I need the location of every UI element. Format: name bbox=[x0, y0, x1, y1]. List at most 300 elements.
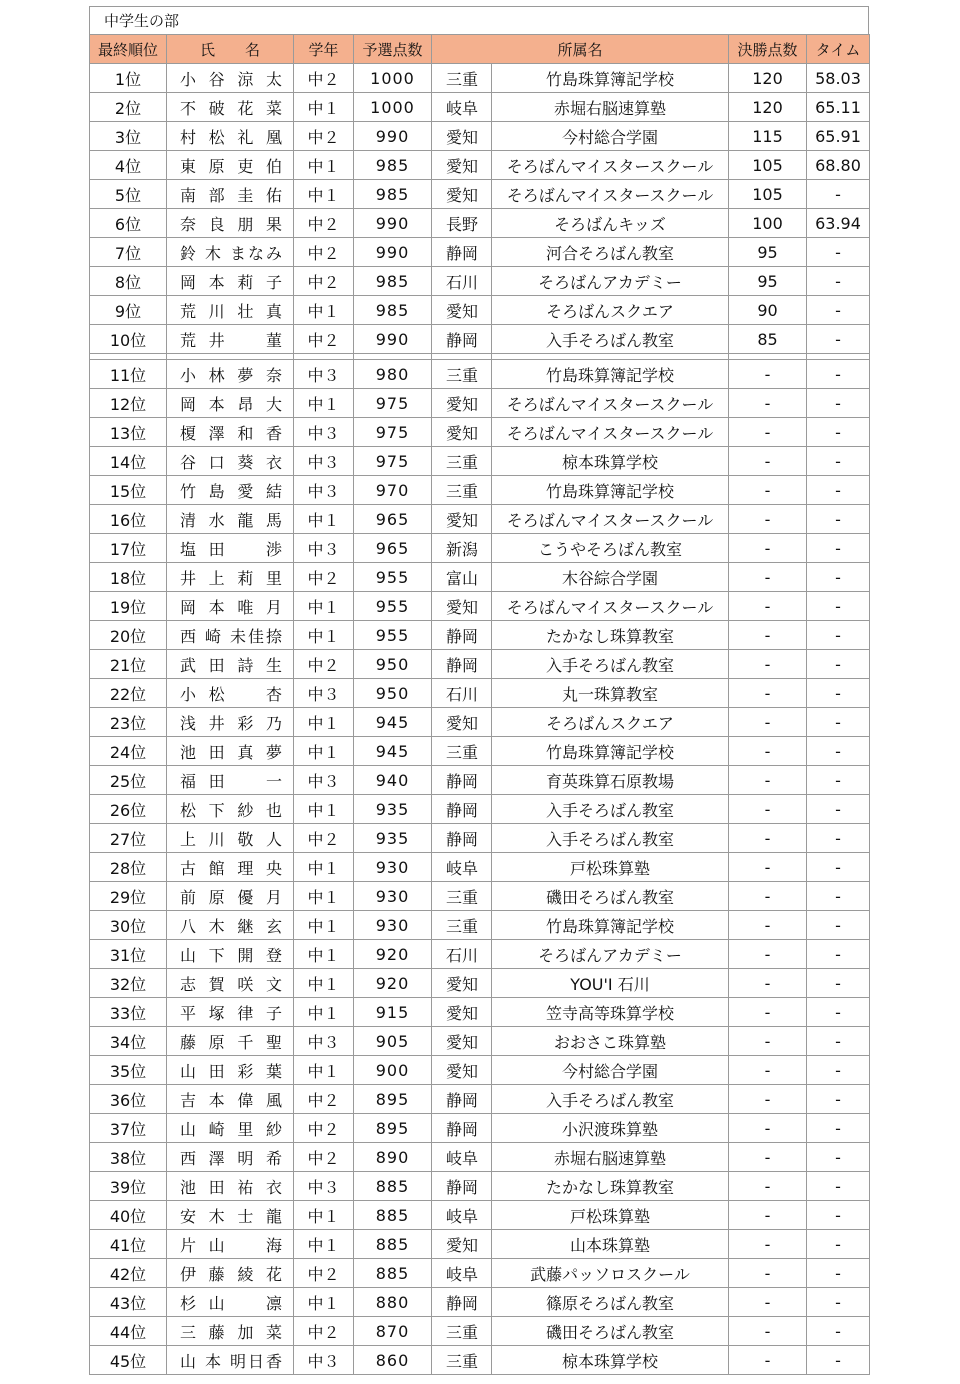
cell-prelim: 985 bbox=[354, 296, 432, 325]
cell-final: 100 bbox=[729, 209, 807, 238]
cell-rank: 43位 bbox=[90, 1288, 167, 1317]
cell-rank: 36位 bbox=[90, 1085, 167, 1114]
cell-prefecture: 静岡 bbox=[432, 325, 492, 354]
cell-rank: 11位 bbox=[90, 360, 167, 389]
cell-final: - bbox=[729, 650, 807, 679]
cell-rank: 41位 bbox=[90, 1230, 167, 1259]
cell-name: 吉 本 偉 風 bbox=[167, 1085, 294, 1114]
cell-school: 赤堀右脳速算塾 bbox=[492, 93, 729, 122]
cell-prefecture: 静岡 bbox=[432, 795, 492, 824]
cell-name: 古 館 理 央 bbox=[167, 853, 294, 882]
cell-prefecture: 岐阜 bbox=[432, 93, 492, 122]
cell-prelim: 1000 bbox=[354, 64, 432, 93]
cell-school: 笠寺高等珠算学校 bbox=[492, 998, 729, 1027]
cell-time: - bbox=[807, 998, 870, 1027]
cell-school: 丸一珠算教室 bbox=[492, 679, 729, 708]
cell-grade: 中１ bbox=[294, 708, 354, 737]
cell-grade: 中１ bbox=[294, 1288, 354, 1317]
cell-prelim: 965 bbox=[354, 534, 432, 563]
cell-prelim: 965 bbox=[354, 505, 432, 534]
cell-name: 榎 澤 和 香 bbox=[167, 418, 294, 447]
table-row bbox=[90, 151, 870, 180]
cell-grade: 中１ bbox=[294, 969, 354, 998]
cell-grade: 中１ bbox=[294, 296, 354, 325]
cell-name: 山 下 開 登 bbox=[167, 940, 294, 969]
cell-rank: 8位 bbox=[90, 267, 167, 296]
division-title: 中学生の部 bbox=[89, 6, 869, 34]
cell-prelim: 890 bbox=[354, 1143, 432, 1172]
cell-grade: 中１ bbox=[294, 998, 354, 1027]
cell-name: 奈 良 朋 果 bbox=[167, 209, 294, 238]
cell-rank: 13位 bbox=[90, 418, 167, 447]
cell-final: - bbox=[729, 766, 807, 795]
table-row bbox=[90, 1114, 870, 1143]
cell-school: そろばんスクエア bbox=[492, 708, 729, 737]
header-time: タイム bbox=[807, 35, 870, 64]
cell-prelim: 955 bbox=[354, 563, 432, 592]
cell-time: - bbox=[807, 853, 870, 882]
cell-final: - bbox=[729, 1143, 807, 1172]
cell-grade: 中３ bbox=[294, 418, 354, 447]
table-row bbox=[90, 882, 870, 911]
cell-school: 竹島珠算簿記学校 bbox=[492, 911, 729, 940]
cell-time: - bbox=[807, 1346, 870, 1375]
cell-prefecture: 静岡 bbox=[432, 1114, 492, 1143]
cell-final: - bbox=[729, 1056, 807, 1085]
cell-prefecture: 静岡 bbox=[432, 650, 492, 679]
cell-prefecture: 静岡 bbox=[432, 621, 492, 650]
cell-name: 荒 井 菫 bbox=[167, 325, 294, 354]
cell-school: 竹島珠算簿記学校 bbox=[492, 64, 729, 93]
cell-grade: 中１ bbox=[294, 882, 354, 911]
cell-prelim: 920 bbox=[354, 969, 432, 998]
cell-grade: 中１ bbox=[294, 911, 354, 940]
cell-final: 115 bbox=[729, 122, 807, 151]
cell-prefecture: 静岡 bbox=[432, 824, 492, 853]
cell-rank: 22位 bbox=[90, 679, 167, 708]
cell-prelim: 935 bbox=[354, 824, 432, 853]
cell-prefecture: 静岡 bbox=[432, 1172, 492, 1201]
cell-grade: 中１ bbox=[294, 151, 354, 180]
cell-prefecture: 愛知 bbox=[432, 969, 492, 998]
cell-time: - bbox=[807, 1085, 870, 1114]
cell-rank: 2位 bbox=[90, 93, 167, 122]
table-row bbox=[90, 592, 870, 621]
cell-time: - bbox=[807, 418, 870, 447]
cell-final: 120 bbox=[729, 64, 807, 93]
table-row bbox=[90, 998, 870, 1027]
cell-time: - bbox=[807, 534, 870, 563]
table-row bbox=[90, 1317, 870, 1346]
cell-grade: 中３ bbox=[294, 1346, 354, 1375]
cell-grade: 中１ bbox=[294, 1230, 354, 1259]
cell-name: 池 田 真 夢 bbox=[167, 737, 294, 766]
cell-name: 山 崎 里 紗 bbox=[167, 1114, 294, 1143]
table-row bbox=[90, 238, 870, 267]
cell-prelim: 880 bbox=[354, 1288, 432, 1317]
cell-final: - bbox=[729, 1259, 807, 1288]
cell-school: 篠原そろばん教室 bbox=[492, 1288, 729, 1317]
cell-time: - bbox=[807, 737, 870, 766]
cell-rank: 34位 bbox=[90, 1027, 167, 1056]
cell-final: 105 bbox=[729, 151, 807, 180]
cell-name: 村 松 礼 凰 bbox=[167, 122, 294, 151]
table-row bbox=[90, 940, 870, 969]
cell-school: 竹島珠算簿記学校 bbox=[492, 360, 729, 389]
cell-time: - bbox=[807, 296, 870, 325]
cell-school: 山本珠算塾 bbox=[492, 1230, 729, 1259]
cell-time: - bbox=[807, 180, 870, 209]
cell-school: たかなし珠算教室 bbox=[492, 1172, 729, 1201]
cell-time: 58.03 bbox=[807, 64, 870, 93]
cell-rank: 30位 bbox=[90, 911, 167, 940]
cell-prefecture: 静岡 bbox=[432, 238, 492, 267]
table-row bbox=[90, 418, 870, 447]
cell-grade: 中２ bbox=[294, 1114, 354, 1143]
cell-prelim: 1000 bbox=[354, 93, 432, 122]
cell-final: - bbox=[729, 969, 807, 998]
cell-prelim: 945 bbox=[354, 737, 432, 766]
cell-prefecture: 石川 bbox=[432, 267, 492, 296]
cell-prelim: 970 bbox=[354, 476, 432, 505]
cell-time: - bbox=[807, 1230, 870, 1259]
cell-grade: 中１ bbox=[294, 737, 354, 766]
cell-school: 赤堀右脳速算塾 bbox=[492, 1143, 729, 1172]
cell-time: - bbox=[807, 1114, 870, 1143]
cell-time: 65.91 bbox=[807, 122, 870, 151]
cell-final: - bbox=[729, 389, 807, 418]
cell-name: 岡 本 唯 月 bbox=[167, 592, 294, 621]
cell-time: 65.11 bbox=[807, 93, 870, 122]
cell-name: 志 賀 咲 文 bbox=[167, 969, 294, 998]
cell-school: 武藤パッソロスクール bbox=[492, 1259, 729, 1288]
cell-rank: 31位 bbox=[90, 940, 167, 969]
cell-name: 塩 田 渉 bbox=[167, 534, 294, 563]
table-row bbox=[90, 64, 870, 93]
cell-rank: 35位 bbox=[90, 1056, 167, 1085]
cell-school: 入手そろばん教室 bbox=[492, 1085, 729, 1114]
cell-grade: 中２ bbox=[294, 209, 354, 238]
cell-grade: 中２ bbox=[294, 64, 354, 93]
cell-time: - bbox=[807, 1056, 870, 1085]
cell-name: 南 部 圭 佑 bbox=[167, 180, 294, 209]
cell-time: - bbox=[807, 795, 870, 824]
cell-rank: 37位 bbox=[90, 1114, 167, 1143]
cell-rank: 12位 bbox=[90, 389, 167, 418]
table-row bbox=[90, 911, 870, 940]
cell-final: - bbox=[729, 795, 807, 824]
cell-final: 90 bbox=[729, 296, 807, 325]
table-row bbox=[90, 325, 870, 354]
cell-time: - bbox=[807, 389, 870, 418]
cell-final: - bbox=[729, 1172, 807, 1201]
cell-grade: 中１ bbox=[294, 1201, 354, 1230]
cell-prelim: 990 bbox=[354, 238, 432, 267]
cell-final: - bbox=[729, 476, 807, 505]
cell-rank: 6位 bbox=[90, 209, 167, 238]
cell-time: - bbox=[807, 267, 870, 296]
cell-time: - bbox=[807, 447, 870, 476]
cell-prelim: 950 bbox=[354, 679, 432, 708]
cell-final: - bbox=[729, 534, 807, 563]
cell-school: 竹島珠算簿記学校 bbox=[492, 737, 729, 766]
cell-name: 片 山 海 bbox=[167, 1230, 294, 1259]
table-row bbox=[90, 679, 870, 708]
cell-prelim: 945 bbox=[354, 708, 432, 737]
cell-prefecture: 愛知 bbox=[432, 1056, 492, 1085]
cell-rank: 27位 bbox=[90, 824, 167, 853]
table-row bbox=[90, 563, 870, 592]
cell-rank: 45位 bbox=[90, 1346, 167, 1375]
cell-school: 入手そろばん教室 bbox=[492, 824, 729, 853]
cell-name: 福 田 一 bbox=[167, 766, 294, 795]
table-row bbox=[90, 447, 870, 476]
cell-school: 椋本珠算学校 bbox=[492, 447, 729, 476]
cell-name: 西 崎 未佳捺 bbox=[167, 621, 294, 650]
cell-prefecture: 三重 bbox=[432, 64, 492, 93]
cell-prelim: 895 bbox=[354, 1114, 432, 1143]
cell-final: - bbox=[729, 737, 807, 766]
cell-grade: 中２ bbox=[294, 122, 354, 151]
cell-prefecture: 静岡 bbox=[432, 1288, 492, 1317]
cell-school: 育英珠算石原教場 bbox=[492, 766, 729, 795]
cell-grade: 中２ bbox=[294, 824, 354, 853]
cell-final: 95 bbox=[729, 238, 807, 267]
cell-prefecture: 石川 bbox=[432, 679, 492, 708]
table-row bbox=[90, 795, 870, 824]
cell-name: 荒 川 壮 真 bbox=[167, 296, 294, 325]
cell-final: 95 bbox=[729, 267, 807, 296]
cell-grade: 中３ bbox=[294, 679, 354, 708]
cell-prefecture: 愛知 bbox=[432, 1230, 492, 1259]
cell-time: - bbox=[807, 969, 870, 998]
cell-school: たかなし珠算教室 bbox=[492, 621, 729, 650]
cell-grade: 中３ bbox=[294, 447, 354, 476]
cell-school: そろばんマイスタースクール bbox=[492, 505, 729, 534]
cell-final: - bbox=[729, 1201, 807, 1230]
cell-time: 63.94 bbox=[807, 209, 870, 238]
table-row bbox=[90, 969, 870, 998]
cell-name: 岡 本 昂 大 bbox=[167, 389, 294, 418]
cell-final: - bbox=[729, 418, 807, 447]
cell-school: 入手そろばん教室 bbox=[492, 650, 729, 679]
cell-name: 西 澤 明 希 bbox=[167, 1143, 294, 1172]
cell-school: そろばんキッズ bbox=[492, 209, 729, 238]
table-row bbox=[90, 1288, 870, 1317]
cell-school: そろばんマイスタースクール bbox=[492, 592, 729, 621]
cell-grade: 中１ bbox=[294, 621, 354, 650]
cell-school: そろばんスクエア bbox=[492, 296, 729, 325]
cell-final: - bbox=[729, 824, 807, 853]
cell-final: - bbox=[729, 853, 807, 882]
cell-prefecture: 愛知 bbox=[432, 592, 492, 621]
cell-grade: 中３ bbox=[294, 1172, 354, 1201]
cell-grade: 中１ bbox=[294, 940, 354, 969]
cell-prelim: 990 bbox=[354, 209, 432, 238]
cell-prelim: 990 bbox=[354, 325, 432, 354]
table-row bbox=[90, 1085, 870, 1114]
cell-final: - bbox=[729, 940, 807, 969]
cell-final: - bbox=[729, 1027, 807, 1056]
cell-prelim: 930 bbox=[354, 882, 432, 911]
cell-final: 120 bbox=[729, 93, 807, 122]
cell-name: 鈴 木 まなみ bbox=[167, 238, 294, 267]
cell-grade: 中３ bbox=[294, 534, 354, 563]
cell-rank: 26位 bbox=[90, 795, 167, 824]
table-row bbox=[90, 650, 870, 679]
cell-rank: 28位 bbox=[90, 853, 167, 882]
cell-school: そろばんマイスタースクール bbox=[492, 389, 729, 418]
cell-prefecture: 長野 bbox=[432, 209, 492, 238]
cell-final: - bbox=[729, 882, 807, 911]
cell-final: - bbox=[729, 1346, 807, 1375]
cell-name: 山 田 彩 葉 bbox=[167, 1056, 294, 1085]
cell-rank: 38位 bbox=[90, 1143, 167, 1172]
header-grade: 学年 bbox=[294, 35, 354, 64]
cell-grade: 中１ bbox=[294, 1056, 354, 1085]
cell-prefecture: 三重 bbox=[432, 911, 492, 940]
cell-prefecture: 岐阜 bbox=[432, 1143, 492, 1172]
cell-name: 小 林 夢 奈 bbox=[167, 360, 294, 389]
cell-rank: 3位 bbox=[90, 122, 167, 151]
cell-prefecture: 三重 bbox=[432, 360, 492, 389]
cell-prelim: 885 bbox=[354, 1201, 432, 1230]
cell-rank: 4位 bbox=[90, 151, 167, 180]
cell-prelim: 980 bbox=[354, 360, 432, 389]
cell-prelim: 885 bbox=[354, 1259, 432, 1288]
cell-rank: 24位 bbox=[90, 737, 167, 766]
table-row bbox=[90, 853, 870, 882]
cell-rank: 39位 bbox=[90, 1172, 167, 1201]
cell-prelim: 975 bbox=[354, 389, 432, 418]
cell-school: 戸松珠算塾 bbox=[492, 853, 729, 882]
results-table bbox=[89, 34, 870, 1375]
cell-school: YOU'I 石川 bbox=[492, 969, 729, 998]
cell-prefecture: 岐阜 bbox=[432, 853, 492, 882]
cell-school: 磯田そろばん教室 bbox=[492, 1317, 729, 1346]
table-row bbox=[90, 1172, 870, 1201]
cell-prefecture: 岐阜 bbox=[432, 1259, 492, 1288]
cell-name: 清 水 龍 馬 bbox=[167, 505, 294, 534]
cell-rank: 40位 bbox=[90, 1201, 167, 1230]
cell-school: 磯田そろばん教室 bbox=[492, 882, 729, 911]
cell-prelim: 985 bbox=[354, 180, 432, 209]
cell-prelim: 930 bbox=[354, 911, 432, 940]
cell-time: - bbox=[807, 650, 870, 679]
cell-grade: 中３ bbox=[294, 1027, 354, 1056]
cell-school: 椋本珠算学校 bbox=[492, 1346, 729, 1375]
cell-time: - bbox=[807, 505, 870, 534]
cell-time: - bbox=[807, 1201, 870, 1230]
table-row bbox=[90, 1259, 870, 1288]
cell-name: 竹 島 愛 結 bbox=[167, 476, 294, 505]
cell-rank: 1位 bbox=[90, 64, 167, 93]
cell-prelim: 905 bbox=[354, 1027, 432, 1056]
cell-name: 不 破 花 菜 bbox=[167, 93, 294, 122]
cell-rank: 14位 bbox=[90, 447, 167, 476]
cell-time: - bbox=[807, 1172, 870, 1201]
table-row bbox=[90, 621, 870, 650]
cell-name: 池 田 祐 衣 bbox=[167, 1172, 294, 1201]
cell-name: 小 松 杏 bbox=[167, 679, 294, 708]
cell-school: 竹島珠算簿記学校 bbox=[492, 476, 729, 505]
cell-rank: 25位 bbox=[90, 766, 167, 795]
table-row bbox=[90, 737, 870, 766]
cell-prelim: 975 bbox=[354, 418, 432, 447]
cell-time: - bbox=[807, 940, 870, 969]
cell-name: 上 川 敬 人 bbox=[167, 824, 294, 853]
cell-prelim: 955 bbox=[354, 621, 432, 650]
cell-grade: 中３ bbox=[294, 360, 354, 389]
cell-prefecture: 愛知 bbox=[432, 1027, 492, 1056]
cell-rank: 18位 bbox=[90, 563, 167, 592]
cell-time: - bbox=[807, 1288, 870, 1317]
cell-name: 八 木 継 玄 bbox=[167, 911, 294, 940]
cell-rank: 5位 bbox=[90, 180, 167, 209]
cell-grade: 中３ bbox=[294, 766, 354, 795]
header-affiliation: 所属名 bbox=[432, 35, 729, 64]
cell-prefecture: 新潟 bbox=[432, 534, 492, 563]
cell-school: そろばんマイスタースクール bbox=[492, 151, 729, 180]
table-body bbox=[90, 64, 870, 1375]
cell-prelim: 900 bbox=[354, 1056, 432, 1085]
cell-time: - bbox=[807, 360, 870, 389]
cell-time: - bbox=[807, 1143, 870, 1172]
cell-prefecture: 三重 bbox=[432, 1317, 492, 1346]
cell-time: - bbox=[807, 882, 870, 911]
table-row bbox=[90, 708, 870, 737]
cell-school: 今村総合学園 bbox=[492, 1056, 729, 1085]
cell-school: 戸松珠算塾 bbox=[492, 1201, 729, 1230]
cell-final: 85 bbox=[729, 325, 807, 354]
table-row bbox=[90, 1143, 870, 1172]
cell-time: - bbox=[807, 1027, 870, 1056]
cell-final: - bbox=[729, 1230, 807, 1259]
cell-grade: 中３ bbox=[294, 476, 354, 505]
table-row bbox=[90, 209, 870, 238]
cell-grade: 中２ bbox=[294, 1317, 354, 1346]
cell-time: - bbox=[807, 592, 870, 621]
cell-name: 武 田 詩 生 bbox=[167, 650, 294, 679]
cell-prelim: 915 bbox=[354, 998, 432, 1027]
cell-grade: 中１ bbox=[294, 505, 354, 534]
cell-time: - bbox=[807, 325, 870, 354]
cell-rank: 10位 bbox=[90, 325, 167, 354]
cell-prefecture: 三重 bbox=[432, 476, 492, 505]
cell-final: - bbox=[729, 1114, 807, 1143]
header-final: 決勝点数 bbox=[729, 35, 807, 64]
cell-prelim: 955 bbox=[354, 592, 432, 621]
cell-final: - bbox=[729, 679, 807, 708]
cell-time: 68.80 bbox=[807, 151, 870, 180]
cell-prefecture: 三重 bbox=[432, 447, 492, 476]
cell-time: - bbox=[807, 1317, 870, 1346]
cell-rank: 16位 bbox=[90, 505, 167, 534]
cell-grade: 中２ bbox=[294, 650, 354, 679]
cell-time: - bbox=[807, 563, 870, 592]
cell-final: - bbox=[729, 708, 807, 737]
cell-grade: 中２ bbox=[294, 1259, 354, 1288]
cell-rank: 32位 bbox=[90, 969, 167, 998]
cell-prefecture: 静岡 bbox=[432, 766, 492, 795]
cell-rank: 19位 bbox=[90, 592, 167, 621]
table-row bbox=[90, 360, 870, 389]
cell-prefecture: 富山 bbox=[432, 563, 492, 592]
cell-grade: 中１ bbox=[294, 592, 354, 621]
cell-rank: 9位 bbox=[90, 296, 167, 325]
cell-prefecture: 三重 bbox=[432, 882, 492, 911]
table-header bbox=[90, 35, 870, 64]
